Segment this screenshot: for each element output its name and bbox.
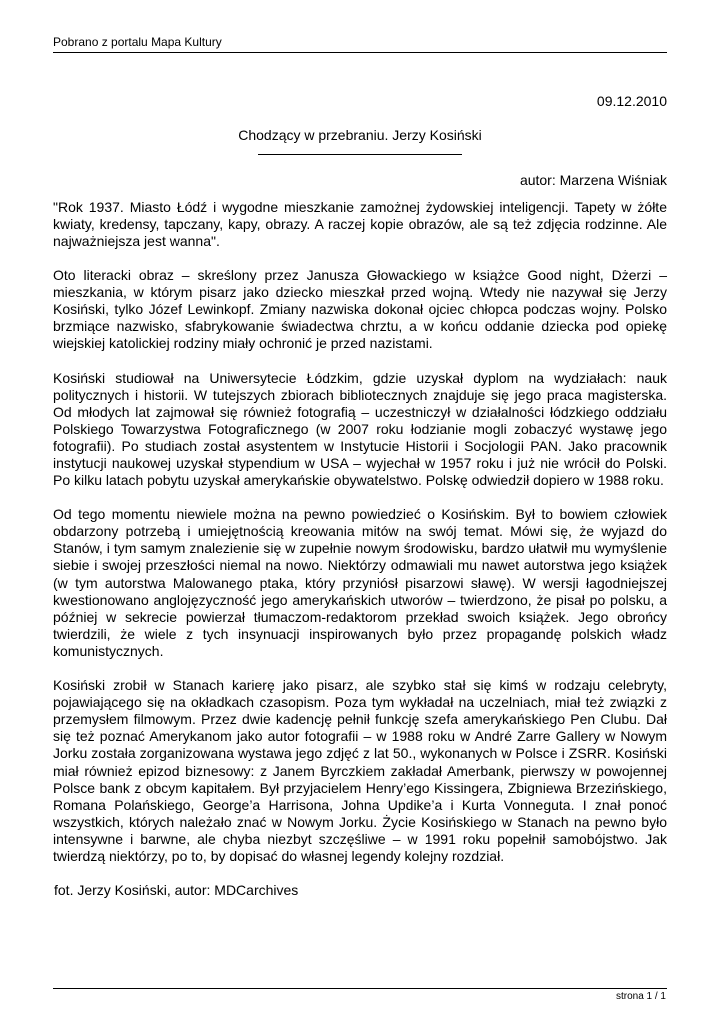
article-paragraph: Oto literacki obraz – skreślony przez Janusza Głowackiego w książce Good night, Dżerzi – mieszkania, w którym pisarz jako dziecko mieszkał przed wojną. Wtedy nie nazywał się Jerzy Kosiński, tylko Józef Lewinkopf. Zmiany nazwiska dokonał ojciec chłopca podczas wojny. Polsko brzmiące nazwisko, sfabrykowanie świadectwa chrztu, a w końcu oddanie dziecka pod opiekę wiejskiej katolickiej rodziny miały ochronić je przed nazistami. bbox=[53, 267, 667, 352]
header-divider bbox=[53, 52, 667, 53]
article-paragraph: Od tego momentu niewiele można na pewno powiedzieć o Kosińskim. Był to bowiem człowiek obdarzony potrzebą i umiejętnością kreowania mitów na swój temat. Mówi się, że wyjazd do Stanów, i tym samym znalezienie się w zupełnie nowym środowisku, bardzo ułatwił mu wymyślenie siebie i swojej przeszłości niemal na nowo. Niektórzy odmawiali mu nawet autorstwa jego książek (w tym autorstwa Malowanego ptaka, który przyniósł pisarzowi sławę). W wersji łagodniejszej kwestionowano anglojęzyczność jego amerykańskich utworów – twierdzono, że pisał po polsku, a później w sekrecie powierzał tłumaczom-redaktorom przekład swoich książek. Jego obrońcy twierdzili, że wiele z tych insynuacji inspirowanych było przez propagandę polskich władz komunistycznych. bbox=[53, 506, 667, 659]
article-paragraph: Kosiński zrobił w Stanach karierę jako pisarz, ale szybko stał się kimś w rodzaju celebryty, pojawiającego się na okładkach czasopism. Poza tym wykładał na uczelniach, miał też związki z przemysłem filmowym. Przez dwie kadencję pełnił funkcję szefa amerykańskiego Pen Clubu. Dał się też poznać Amerykanom jako autor fotografii – w 1988 roku w André Zarre Gallery w Nowym Jorku została zorganizowana wystawa jego zdjęć z lat 50., wykonanych w Polsce i ZSRR. Kosiński miał również epizod biznesowy: z Janem Byrczkiem zakładał Amerbank, pierwszy w powojennej Polsce bank z obcym kapitałem. Był przyjacielem Henry’ego Kissingera, Zbigniewa Brzezińskiego, Romana Polańskiego, George’a Harrisona, Johna Updike’a i Kurta Vonneguta. I znał ponoć wszystkich, których należało znać w Nowym Jorku. Życie Kosińskiego w Stanach na pewno było intensywne i barwne, ale chyba niezbyt szczęśliwe – w 1991 roku popełnił samobójstwo. Jak twierdzą niektórzy, po to, by dopisać do własnej legendy kolejny rozdział. bbox=[53, 677, 667, 864]
title-underline bbox=[258, 154, 462, 155]
portal-header-text: Pobrano z portalu Mapa Kultury bbox=[53, 35, 222, 49]
article-author: autor: Marzena Wiśniak bbox=[519, 172, 667, 189]
article-paragraph: Kosiński studiował na Uniwersytecie Łódzkim, gdzie uzyskał dyplom na wydziałach: nauk politycznych i historii. W tutejszych zbiorach bibliotecznych znajduje się jego praca magisterska. Od młodych lat zajmował się również fotografią – uczestniczył w działalności łódzkiego oddziału Polskiego Towarzystwa Fotograficznego (w 2007 roku łodzianie mogli zobaczyć wystawę jego fotografii). Po studiach został asystentem w Instytucie Historii i Socjologii PAN. Jako pracownik instytucji naukowej uzyskał stypendium w USA – wyjechał w 1957 roku i już nie wrócił do Polski. Po kilku latach pobytu uzyskał amerykańskie obywatelstwo. Polskę odwiedził dopiero w 1988 roku. bbox=[53, 369, 667, 489]
article-title: Chodzący w przebraniu. Jerzy Kosiński bbox=[238, 127, 482, 144]
article bbox=[53, 93, 667, 899]
page-number: strona 1 / 1 bbox=[615, 991, 666, 1002]
article-paragraph: "Rok 1937. Miasto Łódź i wygodne mieszkanie zamożnej żydowskiej inteligencji. Tapety w żółte kwiaty, kredensy, tapczany, kapy, obrazy. A raczej kopie obrazów, ale są też zdjęcia rodzinne. Ale najważniejsza jest wanna". bbox=[53, 198, 667, 249]
footer-divider bbox=[53, 988, 667, 989]
photo-caption: fot. Jerzy Kosiński, autor: MDCarchives bbox=[54, 882, 299, 899]
article-date: 09.12.2010 bbox=[596, 93, 667, 109]
